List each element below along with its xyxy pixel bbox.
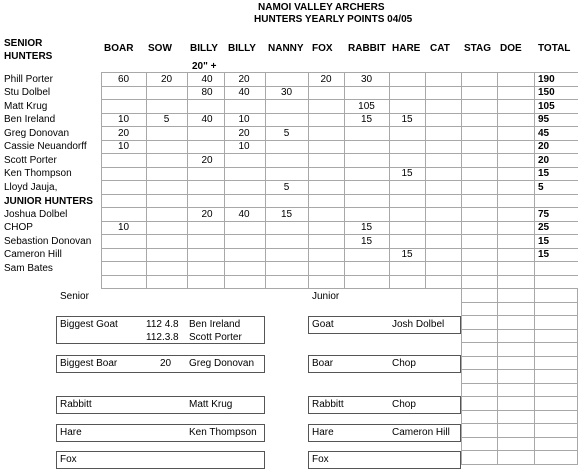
hunter-name: Stu Dolbel — [4, 87, 51, 98]
grid-line — [101, 72, 102, 288]
grid-line — [461, 342, 577, 343]
rabbit-label: Rabbitt — [60, 399, 92, 410]
goat-entry1-name: Ben Ireland — [189, 319, 241, 330]
points-cell: 10 — [117, 222, 130, 233]
hunter-name: Matt Krug — [4, 100, 48, 112]
column-header: BILLY — [190, 43, 218, 54]
rabbit-name: Matt Krug — [189, 399, 233, 410]
hunter-name: Ben Ireland — [4, 114, 56, 125]
total-cell: 25 — [538, 222, 550, 233]
hunter-name: Lloyd Jauja, — [4, 181, 58, 193]
grid-line — [461, 410, 577, 411]
hare-label: Hare — [60, 427, 82, 438]
hunter-name: Cassie Neuandorff — [4, 141, 87, 152]
grid-line — [101, 167, 578, 168]
grid-line — [461, 437, 577, 438]
grid-line — [101, 194, 578, 195]
total-cell: 75 — [538, 208, 550, 220]
junior-hare-name: Cameron Hill — [392, 427, 450, 438]
grid-line — [101, 234, 578, 235]
points-cell: 15 — [360, 114, 373, 125]
boar-name: Greg Donovan — [189, 358, 255, 369]
hare-name: Ken Thompson — [189, 427, 257, 438]
column-header: FOX — [312, 43, 333, 54]
grid-line — [101, 153, 578, 154]
total-cell: 20 — [538, 154, 550, 166]
grid-line — [146, 72, 147, 288]
points-cell: 10 — [238, 141, 250, 152]
total-cell: 190 — [538, 73, 555, 85]
grid-line — [461, 329, 577, 330]
junior-boar-name: Chop — [392, 358, 416, 369]
grid-line — [461, 464, 577, 465]
grid-line — [101, 261, 578, 262]
points-cell: 20 — [201, 154, 213, 166]
grid-line — [265, 72, 266, 288]
senior-section-label-2: HUNTERS — [4, 51, 53, 62]
points-cell: 5 — [283, 181, 290, 193]
awards-senior-label: Senior — [60, 291, 89, 302]
points-cell: 20 — [201, 208, 213, 220]
grid-line — [461, 72, 462, 288]
junior-goat-label: Goat — [312, 319, 334, 330]
grid-line — [187, 72, 188, 288]
points-cell: 20 — [160, 73, 173, 85]
senior-section-label-1: SENIOR — [4, 38, 43, 49]
sheet-title: NAMOI VALLEY ARCHERS — [258, 2, 385, 13]
grid-line — [101, 288, 578, 289]
grid-line — [344, 72, 345, 288]
total-cell: 45 — [538, 127, 550, 139]
points-cell: 30 — [360, 73, 373, 85]
junior-hare-label: Hare — [312, 427, 334, 438]
grid-line — [101, 140, 578, 141]
junior-rabbit-label: Rabbitt — [312, 399, 344, 410]
junior-boar-label: Boar — [312, 358, 334, 369]
column-header: TOTAL — [538, 43, 571, 54]
total-cell: 15 — [538, 235, 550, 247]
points-cell: 15 — [360, 235, 373, 247]
points-cell: 10 — [117, 141, 130, 152]
total-cell: 105 — [538, 100, 555, 112]
total-cell: 95 — [538, 114, 550, 125]
column-header: RABBIT — [348, 43, 386, 54]
hunter-name: Sebastion Donovan — [4, 235, 92, 247]
total-cell: 15 — [538, 249, 550, 260]
biggest-goat-label: Biggest Goat — [60, 319, 118, 330]
total-cell: 20 — [538, 141, 550, 152]
points-cell: 20 — [320, 73, 332, 85]
goat-entry2-name: Scott Porter — [189, 332, 242, 343]
hunter-name: Joshua Dolbel — [4, 208, 68, 220]
junior-goat-name: Josh Dolbel — [392, 319, 445, 330]
grid-line — [101, 99, 578, 100]
points-cell: 10 — [238, 114, 250, 125]
grid-line — [461, 315, 577, 316]
points-cell: 40 — [238, 208, 250, 220]
billy-size-note: 20" + — [192, 61, 217, 72]
points-cell: 20 — [238, 73, 250, 85]
grid-line — [101, 180, 578, 181]
grid-line — [461, 356, 577, 357]
grid-line — [461, 423, 577, 424]
grid-line — [101, 248, 578, 249]
grid-line — [101, 221, 578, 222]
points-cell: 40 — [201, 73, 213, 85]
grid-line — [534, 72, 535, 288]
grid-line — [101, 207, 578, 208]
hunter-name: CHOP — [4, 222, 33, 233]
points-cell: 60 — [117, 73, 130, 85]
grid-line — [101, 126, 578, 127]
boar-size: 20 — [160, 358, 172, 369]
points-cell: 5 — [163, 114, 170, 125]
column-header: SOW — [148, 43, 172, 54]
points-cell: 15 — [360, 222, 373, 233]
hunter-name: Phill Porter — [4, 73, 53, 85]
hunter-name: Scott Porter — [4, 154, 57, 166]
grid-line — [101, 86, 578, 87]
grid-line — [308, 72, 309, 288]
points-cell: 80 — [201, 87, 213, 98]
grid-line — [461, 369, 577, 370]
biggest-boar-label: Biggest Boar — [60, 358, 118, 369]
points-cell: 15 — [401, 249, 413, 260]
grid-line — [425, 72, 426, 288]
points-cell: 20 — [238, 127, 250, 139]
points-cell: 15 — [280, 208, 293, 220]
fox-box — [56, 451, 265, 469]
column-header: HARE — [392, 43, 421, 54]
grid-line — [461, 383, 577, 384]
junior-section-label: JUNIOR HUNTERS — [4, 196, 93, 207]
points-cell: 5 — [283, 127, 290, 139]
grid-line — [461, 302, 577, 303]
points-cell: 15 — [401, 114, 413, 125]
goat-entry1-size: 112 4.8 — [146, 319, 179, 330]
hunter-name: Greg Donovan — [4, 127, 70, 139]
grid-line — [461, 396, 577, 397]
points-cell: 40 — [201, 114, 213, 125]
junior-fox-label: Fox — [312, 454, 329, 465]
grid-line — [461, 450, 577, 451]
awards-junior-label: Junior — [312, 291, 340, 302]
points-cell: 15 — [401, 168, 413, 179]
grid-line — [224, 72, 225, 288]
grid-line — [497, 72, 498, 288]
hunter-name: Ken Thompson — [4, 168, 72, 179]
points-cell: 105 — [358, 100, 375, 112]
total-cell: 5 — [538, 181, 544, 193]
sheet-subtitle: HUNTERS YEARLY POINTS 04/05 — [254, 14, 413, 25]
points-cell: 30 — [280, 87, 293, 98]
points-cell: 40 — [238, 87, 250, 98]
grid-line — [101, 275, 578, 276]
total-cell: 15 — [538, 168, 550, 179]
points-cell: 20 — [117, 127, 130, 139]
column-header: CAT — [430, 43, 450, 54]
junior-fox-box — [308, 451, 461, 469]
column-header: NANNY — [268, 43, 304, 54]
hunter-name: Cameron Hill — [4, 249, 62, 260]
column-header: STAG — [464, 43, 492, 54]
junior-rabbit-name: Chop — [392, 399, 416, 410]
goat-entry2-size: 112.3.8 — [146, 332, 179, 343]
grid-line — [389, 72, 390, 288]
fox-label: Fox — [60, 454, 77, 465]
column-header: BOAR — [104, 43, 134, 54]
points-cell: 10 — [117, 114, 130, 125]
column-header: BILLY — [228, 43, 256, 54]
hunter-name: Sam Bates — [4, 262, 53, 274]
column-header: DOE — [500, 43, 522, 54]
total-cell: 150 — [538, 87, 555, 98]
